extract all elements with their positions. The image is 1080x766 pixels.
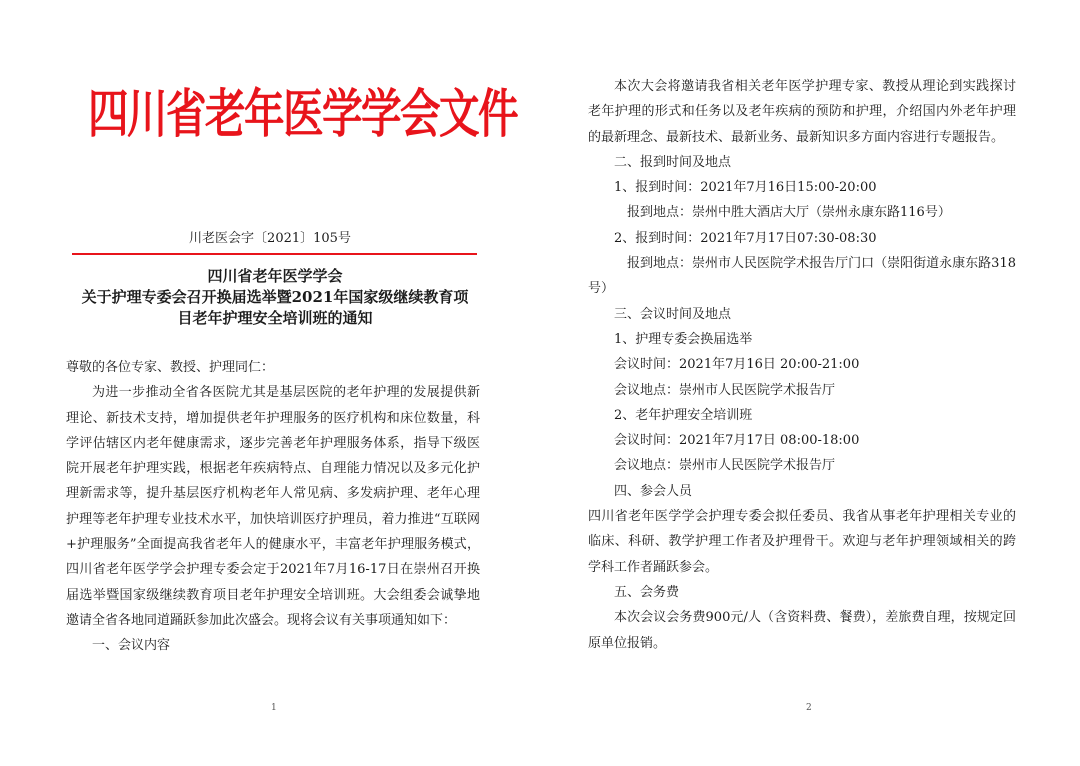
- salutation: 尊敬的各位专家、教授、护理同仁：: [66, 360, 275, 375]
- notice-title: [70, 266, 480, 329]
- list-item: 1、护理专委会换届选举: [614, 331, 753, 347]
- section-heading: 一、会议内容: [92, 638, 171, 654]
- list-item: 2、老年护理安全培训班: [614, 407, 753, 423]
- notice-title-line: 关于护理专委会召开换届选举暨2021年国家级继续教育项: [81, 288, 469, 306]
- paragraph: 四川省老年医学学会护理专委会拟任委员、我省从事老年护理相关专业的临床、科研、教学护理工作者及护理骨干。欢迎与老年护理领域相关的跨学科工作者踊跃参会。: [588, 509, 1016, 575]
- org-file-title: 四川省老年医学学会文件: [88, 85, 518, 145]
- list-item: 报到地点：崇州中胜大酒店大厅（崇州永康东路116号）: [627, 205, 951, 221]
- paragraph: 本次大会将邀请我省相关老年医学护理专家、教授从理论到实践探讨老年护理的形式和任务以及老年疾病的预防和护理，介绍国内外老年护理的最新理念、最新技术、最新业务、最新知识多方面内容进行专题报告。: [588, 79, 1016, 145]
- section-heading: 二、报到时间及地点: [614, 154, 732, 170]
- right-body: [588, 74, 1016, 656]
- list-item: 2、报到时间：2021年7月17日07:30-08:30: [614, 230, 877, 246]
- notice-title-line: 四川省老年医学学会: [207, 267, 343, 285]
- section-heading: 五、会务费: [614, 584, 680, 600]
- page-2: [540, 0, 1080, 766]
- paragraph: 本次会议会务费900元/人（含资料费、餐费），差旅费自理，按规定回原单位报销。: [588, 610, 1016, 651]
- list-item: 1、报到时间：2021年7月16日15:00-20:00: [614, 180, 877, 196]
- list-item: 会议时间：2021年7月16日 20:00-21:00: [614, 357, 860, 373]
- list-item: 会议地点：崇州市人民医院学术报告厅: [614, 458, 836, 474]
- section-heading: 三、会议时间及地点: [614, 306, 732, 322]
- page-number: 1: [271, 703, 277, 713]
- list-item: 报到地点：崇州市人民医院学术报告厅门口（崇阳街道永康东路318号）: [588, 256, 1016, 297]
- page-number: 2: [806, 703, 812, 713]
- doc-number: 川老医会字〔2021〕105号: [189, 231, 351, 246]
- list-item: 会议时间：2021年7月17日 08:00-18:00: [614, 433, 860, 449]
- notice-title-line: 目老年护理安全培训班的通知: [177, 309, 373, 327]
- intro-paragraph: 为进一步推动全省各医院尤其是基层医院的老年护理的发展提供新理论、新技术支持，增加提供老年护理服务的医疗机构和床位数量，科学评估辖区内老年健康需求，逐步完善老年护理服务体系，指导下级医院开展老年护理实践，根据老年疾病特点、自理能力情况以及多元化护理新需求等，提升基层医疗机构老年人常见病、多发病护理、老年心理护理等老年护理专业技术水平，加快培训医疗护理员，着力推进“互联网+护理服务”全面提高我省老年人的健康水平，丰富老年护理服务模式，四川省老年医学学会护理专委会定于2021年7月16-17日在崇州召开换届选举暨国家级继续教育项目老年护理安全培训班。大会组委会诚挚地邀请全省各地同道踊跃参加此次盛会。现将会议有关事项通知如下：: [66, 385, 480, 628]
- red-divider: [72, 253, 477, 255]
- left-body: [66, 355, 480, 659]
- section-heading: 四、参会人员: [614, 483, 693, 499]
- list-item: 会议地点：崇州市人民医院学术报告厅: [614, 382, 836, 398]
